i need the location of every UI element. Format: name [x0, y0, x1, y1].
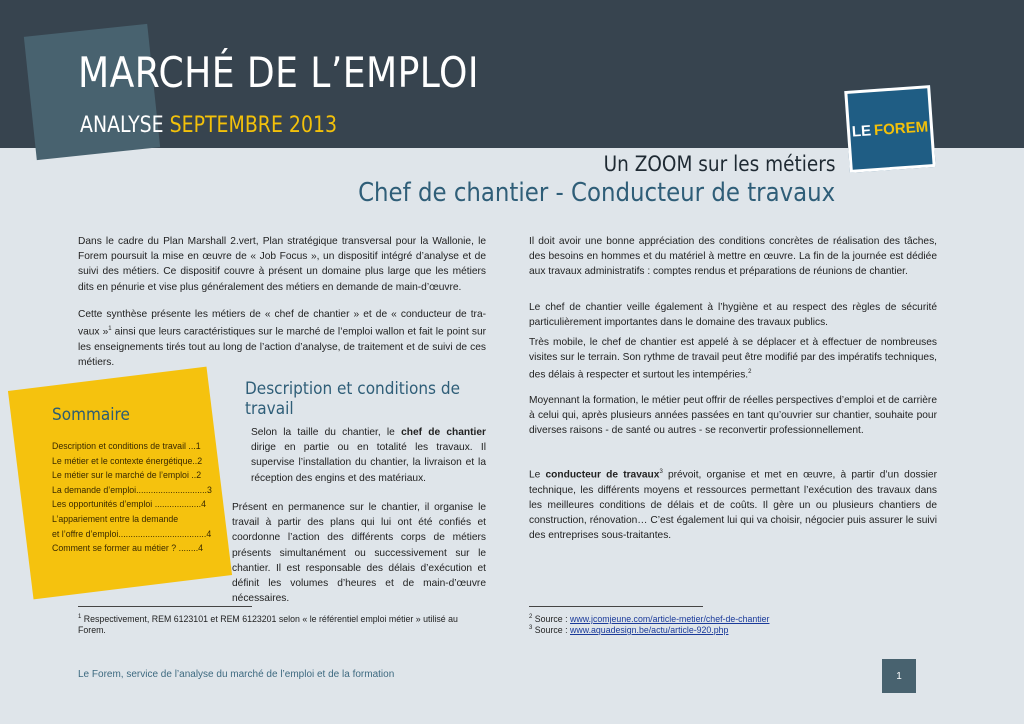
- chef-text-a: Selon la taille du chantier, le: [251, 427, 402, 438]
- chef-text-b: dirige en partie ou en totalité les travaux. Il supervise l’installation du chantier, la livraison et la réception des engins et des matériaux.: [251, 442, 486, 484]
- toc-item[interactable]: Comment se former au métier ? ........4: [52, 543, 204, 554]
- toc-item[interactable]: L’appariement entre la demande: [52, 513, 179, 524]
- intro-paragraph: Dans le cadre du Plan Marshall 2.vert, Plan stratégique transversal pour la Wallonie, le Forem poursuit la mise en œuvre de « Job Focus », un dispositif intégré d’analyse et de suivi des métiers. Ce dispositif couvre à présent un domaine plus large que les métiers dits en pénurie et vise plus généralement des métiers en demande de main-d’œuvre.: [78, 236, 486, 293]
- toc-item[interactable]: Description et conditions de travail ...1: [52, 441, 201, 451]
- conducteur-text-a: Le: [529, 469, 546, 481]
- toc-item[interactable]: Le métier sur le marché de l’emploi ..2: [52, 470, 202, 481]
- footer-text: Le Forem, service de l’analyse du marché de l’emploi et de la formation: [78, 669, 395, 680]
- toc-item[interactable]: Les opportunités d’emploi ...................4: [52, 499, 207, 510]
- footnote-1: [78, 612, 486, 636]
- subtitle-prefix: ANALYSE: [80, 113, 164, 138]
- right-paragraph-1: Il doit avoir une bonne appréciation des conditions concrètes de réalisation des tâches, des besoins en hommes et du matériel à mettre en œuvre. La fin de la journée est dédiée aux travaux administratifs : comptes rendus et préparations de réunions de chantier.: [529, 236, 937, 278]
- footnote-divider: [78, 606, 252, 607]
- right-paragraph-5: [529, 465, 937, 543]
- logo-le-text: LE: [851, 121, 872, 141]
- synthesis-text-b: ainsi que leurs caractéristiques sur le marché de l’emploi wallon et fait le point sur les enseignements tirés tout au long de l’action d’analyse, de traitement et de suivi de ces métiers.: [78, 326, 486, 368]
- section-title-line1: Description et conditions de: [245, 379, 460, 399]
- source-link-aquadesign[interactable]: www.aquadesign.be/actu/article-920.php: [570, 624, 729, 635]
- page-subtitle: [80, 113, 337, 138]
- footnote-divider: [529, 606, 703, 607]
- section-title: [245, 379, 460, 419]
- job-title: Chef de chantier - Conducteur de travaux: [357, 178, 835, 208]
- zoom-heading: Un ZOOM sur les métiers: [603, 152, 835, 176]
- toc-item[interactable]: Le métier et le contexte énergétique..2: [52, 455, 203, 466]
- right-paragraph-2: Le chef de chantier veille également à l’hygiène et au respect des règles de sécurité particulièrement importantes dans le domaine des travaux publics.: [529, 302, 937, 329]
- sommaire-title: Sommaire: [52, 405, 130, 425]
- mobility-text: Très mobile, le chef de chantier est appelé à se déplacer et à effectuer de nombreuses visites sur le terrain. Son rythme de travail peut être modifié par des impératifs techniques, des délais à respecter et surtout les intempéries.: [529, 337, 937, 381]
- footnote-3-number: 3: [529, 625, 533, 631]
- source-link-jcomjeune[interactable]: www.jcomjeune.com/article-metier/chef-de-chantier: [570, 613, 770, 624]
- toc-item[interactable]: et l’offre d’emploi....................................4: [52, 528, 212, 539]
- page-title: MARCHÉ DE L’EMPLOI: [78, 48, 480, 97]
- footnote-2-number: 2: [529, 614, 533, 620]
- footnote-1-text: Respectivement, REM 6123101 et REM 6123201 selon « le référentiel emploi métier » utilisé au Forem.: [78, 613, 458, 635]
- subtitle-date: SEPTEMBRE 2013: [169, 113, 338, 138]
- presence-paragraph: Présent en permanence sur le chantier, il organise le travail à partir des plans qui lui ont été confiés et coordonne l’action des différents corps de métiers présents simultanément ou successivement sur le chantier. Il est responsable des délais d’exécution et définit les volumes d’heures et de main-d’œuvre nécessaires.: [232, 502, 486, 605]
- section-title-line2: travail: [245, 399, 294, 419]
- conducteur-bold: conducteur de travaux: [545, 469, 660, 481]
- right-paragraph-3: [529, 335, 937, 383]
- forem-logo: [844, 85, 936, 173]
- sommaire: [52, 405, 217, 556]
- toc-item[interactable]: La demande d’emploi.............................3: [52, 484, 212, 495]
- right-paragraph-4: Moyennant la formation, le métier peut offrir de réelles perspectives d’emploi et de carrière à celui qui, après plusieurs années passées en tant qu’ouvrier sur chantier, souhaite pour diverses raisons - de santé ou autres - se reconvertir professionnellement.: [529, 395, 937, 437]
- footnote-ref-1: 1: [108, 326, 112, 333]
- footnote-3-label: Source :: [532, 624, 570, 635]
- footnote-1-number: 1: [78, 614, 82, 620]
- page-number: 1: [882, 659, 916, 693]
- footnote-2-label: Source :: [532, 613, 570, 624]
- footnote-3: [529, 623, 937, 636]
- chef-paragraph: [251, 425, 486, 486]
- chef-bold: chef de chantier: [401, 427, 486, 438]
- logo-forem-text: FOREM: [873, 117, 929, 139]
- synthesis-text-a: Cette synthèse présente les métiers de « chef de chantier » et de « conducteur de tra- vaux »: [78, 309, 486, 338]
- conducteur-text-b: prévoit, organise et met en œuvre, à partir d’un dossier technique, les différents moyens et ressources permettant l’exécution des travaux dans les meilleures conditions de délais et de coûts. Il gère un ou plusieurs chantiers de construction, rénovation… C’est également lui qui va choisir, négocier puis assurer le suivi des entreprises sous-traitantes.: [529, 469, 937, 542]
- footnote-ref-3: 3: [659, 469, 663, 475]
- footnote-ref-2: 2: [748, 369, 752, 376]
- synthesis-paragraph: [78, 307, 486, 370]
